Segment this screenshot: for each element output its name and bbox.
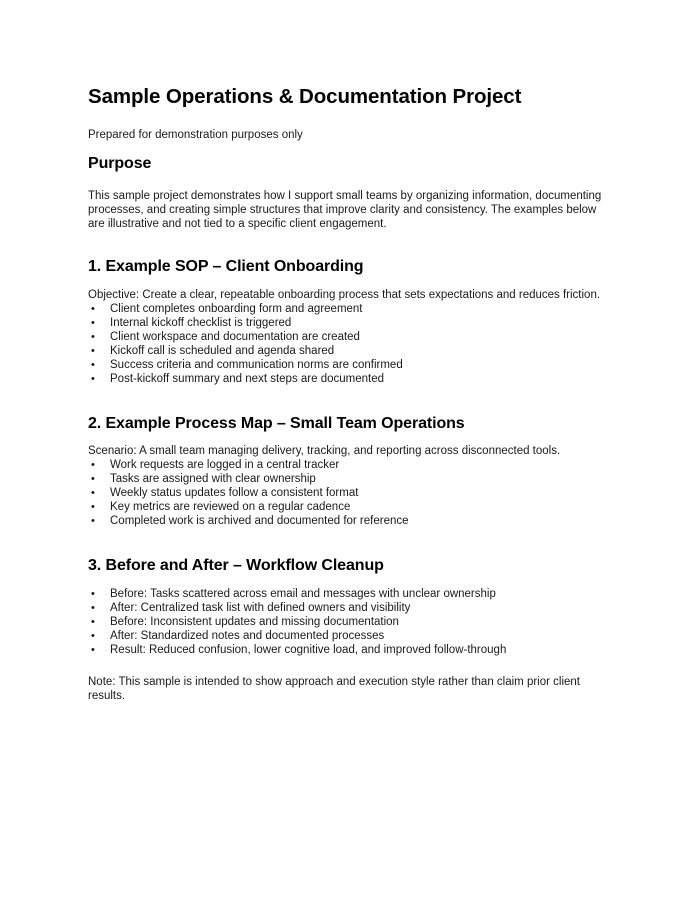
list-item-text: Internal kickoff checklist is triggered [110, 317, 292, 329]
list-item [88, 587, 606, 601]
bullet-marker-icon: • [91, 373, 95, 385]
section-1-heading: 1. Example SOP – Client Onboarding [88, 258, 364, 275]
list-item [88, 458, 606, 472]
list-item-text: Tasks are assigned with clear ownership [110, 473, 316, 485]
list-item-text: Post-kickoff summary and next steps are documented [110, 373, 385, 385]
section-3-content [88, 587, 606, 657]
list-item [88, 629, 606, 643]
bullet-marker-icon: • [91, 345, 95, 357]
list-item [88, 643, 606, 657]
list-item [88, 472, 606, 486]
list-item-text: Success criteria and communication norms are confirmed [110, 359, 403, 371]
section-2-content [88, 444, 606, 528]
list-item-text: Before: Inconsistent updates and missing documentation [110, 616, 399, 628]
list-item-text: Weekly status updates follow a consistent format [110, 487, 359, 499]
list-item [88, 500, 606, 514]
page-title: Sample Operations & Documentation Project [88, 85, 522, 108]
list-item-text: Work requests are logged in a central tracker [110, 459, 340, 471]
section-1-lead: Objective: Create a clear, repeatable onboarding process that sets expectations and reduces friction. [88, 289, 601, 301]
bullet-marker-icon: • [91, 630, 95, 642]
list-item-text: Kickoff call is scheduled and agenda shared [110, 345, 335, 357]
bullet-marker-icon: • [91, 588, 95, 600]
list-item-text: Client workspace and documentation are created [110, 331, 360, 343]
doc-subtitle: Prepared for demonstration purposes only [88, 129, 303, 141]
list-item [88, 316, 606, 330]
note-text: Note: This sample is intended to show approach and execution style rather than claim prior client results. [88, 676, 580, 702]
section-2-bullet-list [88, 458, 606, 528]
list-item [88, 330, 606, 344]
list-item-text: Client completes onboarding form and agreement [110, 303, 363, 315]
list-item [88, 344, 606, 358]
purpose-paragraph: This sample project demonstrates how I support small teams by organizing information, documenting processes, and creating simple structures that improve clarity and consistency. The examples below are illustrative and not tied to a specific client engagement. [88, 190, 602, 230]
purpose-heading: Purpose [88, 155, 152, 172]
bullet-marker-icon: • [91, 331, 95, 343]
section-3-bullet-list [88, 587, 606, 657]
list-item [88, 372, 606, 386]
list-item-text: Key metrics are reviewed on a regular cadence [110, 501, 351, 513]
list-item-text: Completed work is archived and documented for reference [110, 515, 409, 527]
list-item [88, 302, 606, 316]
list-item-text: Result: Reduced confusion, lower cognitive load, and improved follow-through [110, 644, 507, 656]
bullet-marker-icon: • [91, 515, 95, 527]
list-item [88, 486, 606, 500]
section-2-heading: 2. Example Process Map – Small Team Operations [88, 415, 465, 432]
list-item [88, 514, 606, 528]
bullet-marker-icon: • [91, 501, 95, 513]
bullet-marker-icon: • [91, 359, 95, 371]
bullet-marker-icon: • [91, 602, 95, 614]
list-item [88, 615, 606, 629]
section-2-lead: Scenario: A small team managing delivery, tracking, and reporting across disconnected tools. [88, 445, 561, 457]
section-1-bullet-list [88, 302, 606, 386]
list-item-text: After: Standardized notes and documented processes [110, 630, 385, 642]
bullet-marker-icon: • [91, 487, 95, 499]
section-3-heading: 3. Before and After – Workflow Cleanup [88, 557, 384, 574]
list-item-text: After: Centralized task list with defined owners and visibility [110, 602, 411, 614]
bullet-marker-icon: • [91, 473, 95, 485]
bullet-marker-icon: • [91, 303, 95, 315]
section-1-content [88, 288, 606, 386]
list-item [88, 358, 606, 372]
bullet-marker-icon: • [91, 459, 95, 471]
list-item-text: Before: Tasks scattered across email and messages with unclear ownership [110, 588, 496, 600]
bullet-marker-icon: • [91, 616, 95, 628]
bullet-marker-icon: • [91, 317, 95, 329]
list-item [88, 601, 606, 615]
bullet-marker-icon: • [91, 644, 95, 656]
